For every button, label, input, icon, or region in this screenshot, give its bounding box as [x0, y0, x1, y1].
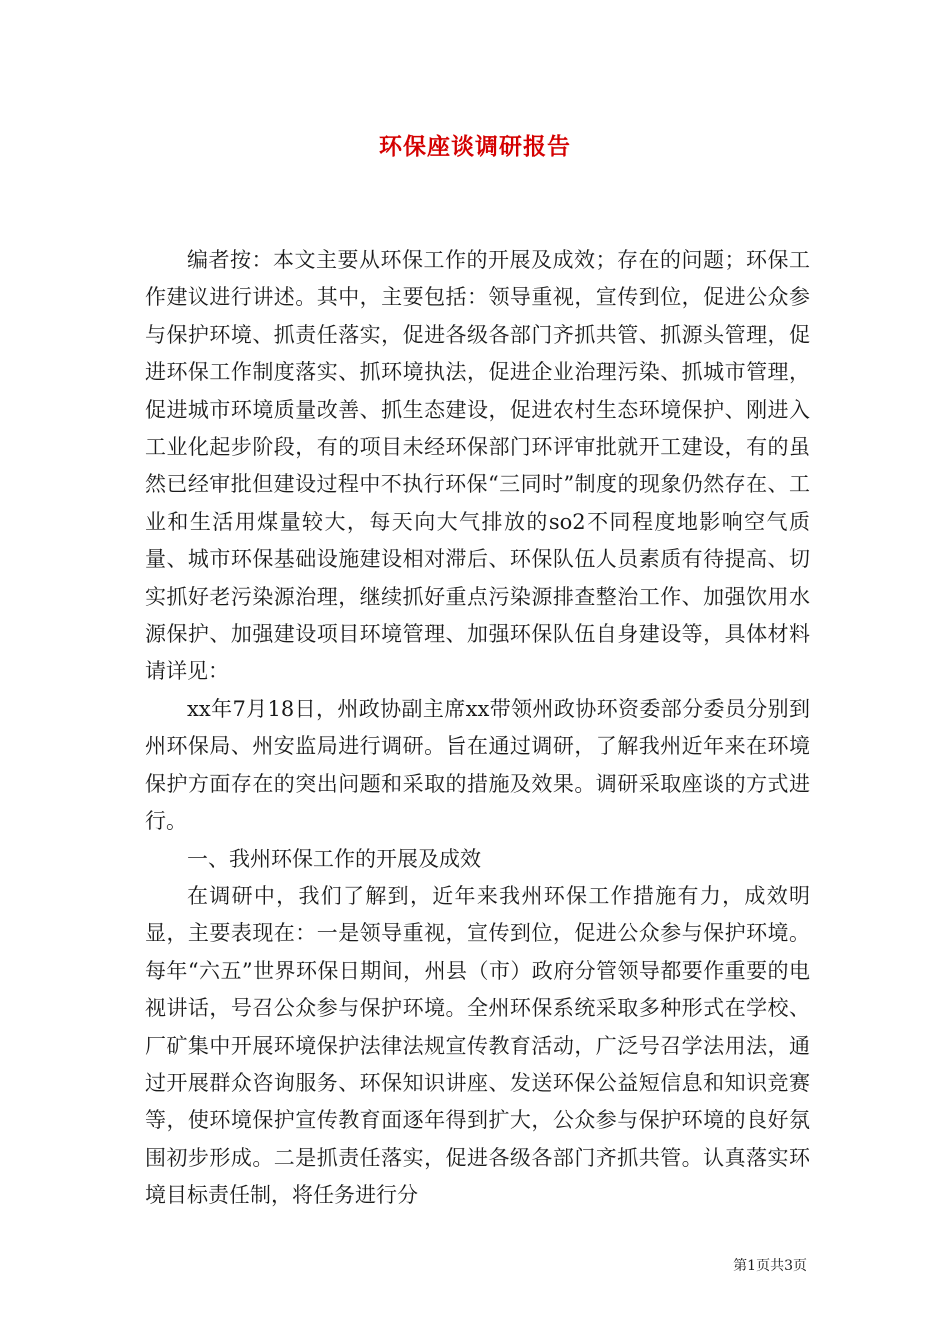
intro-paragraph: xx年7月18日，州政协副主席xx带领州政协环资委部分委员分别到州环保局、州安监局进行调研。旨在通过调研，了解我州近年来在环境保护方面存在的突出问题和采取的措施及效果。调研采取座谈的方式进行。 [145, 696, 810, 834]
findings-paragraph: 在调研中，我们了解到，近年来我州环保工作措施有力，成效明显，主要表现在：一是领导重视，宣传到位，促进公众参与保护环境。每年“六五”世界环保日期间，州县（市）政府分管领导都要作重要的电视讲话，号召公众参与保护环境。全州环保系统采取多种形式在学校、厂矿集中开展环境保护法律法规宣传教育活动，广泛号召学法用法，通过开展群众咨询服务、环保知识讲座、发送环保公益短信息和知识竞赛等，使环境保护宣传教育面逐年得到扩大，公众参与保护环境的良好氛围初步形成。二是抓责任落实，促进各级各部门齐抓共管。认真落实环境目标责任制，将任务进行分 [145, 883, 810, 1208]
document-title: 环保座谈调研报告 [379, 134, 571, 160]
document-body [145, 242, 810, 1215]
section-heading: 一、我州环保工作的开展及成效 [187, 846, 481, 871]
editor-note-paragraph: 编者按：本文主要从环保工作的开展及成效；存在的问题；环保工作建议进行讲述。其中，主要包括：领导重视，宣传到位，促进公众参与保护环境、抓责任落实，促进各级各部门齐抓共管、抓源头管理，促进环保工作制度落实、抓环境执法，促进企业治理污染、抓城市管理，促进城市环境质量改善、抓生态建设，促进农村生态环境保护、刚进入工业化起步阶段，有的项目未经环保部门环评审批就开工建设，有的虽然已经审批但建设过程中不执行环保“三同时”制度的现象仍然存在、工业和生活用煤量较大，每天向大气排放的so2不同程度地影响空气质量、城市环保基础设施建设相对滞后、环保队伍人员素质有待提高、切实抓好老污染源治理，继续抓好重点污染源排查整治工作、加强饮用水源保护、加强建设项目环境管理、加强环保队伍自身建设等，具体材料请详见： [145, 248, 810, 684]
page-number-footer: 第1页共3页 [733, 1258, 807, 1274]
